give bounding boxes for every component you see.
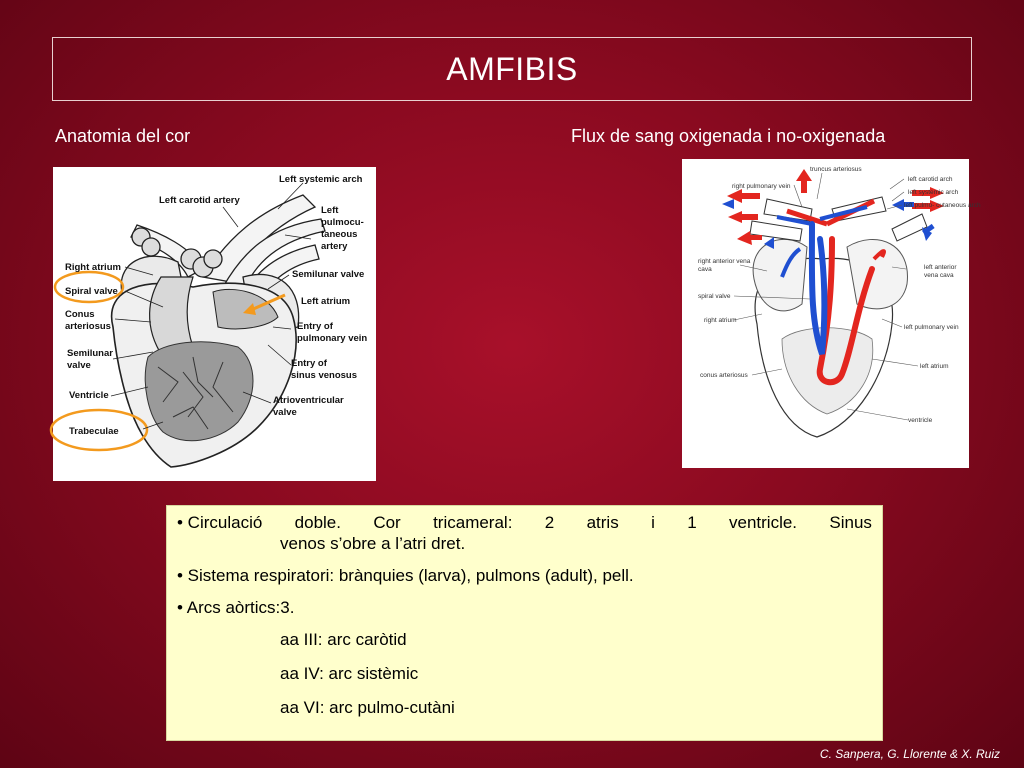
lbl-left-systemic-arch: Left systemic arch xyxy=(279,174,363,185)
rlbl-left-anterior-1: left anterior xyxy=(924,264,957,271)
rlbl-right-pulmonary-vein: right pulmonary vein xyxy=(732,183,791,190)
lbl-pulmocutaneous-1: Left xyxy=(321,205,339,216)
arch-iii: aa III: arc caròtid xyxy=(280,630,407,649)
circ-w10: Sinus xyxy=(829,513,872,532)
lbl-atrioventricular-1: Atrioventricular xyxy=(273,395,344,406)
slide-title: AMFIBIS xyxy=(446,50,578,87)
bullet-aortic-arches: • Arcs aòrtics:3. xyxy=(177,598,295,617)
bullet-respiratory: • Sistema respiratori: brànquies (larva), pulmons (adult), pell. xyxy=(177,566,634,585)
title-box xyxy=(52,37,972,101)
rlbl-left-anterior-2: vena cava xyxy=(924,272,954,279)
lbl-conus-1: Conus xyxy=(65,309,95,320)
lbl-right-atrium: Right atrium xyxy=(65,262,121,273)
bullet-circulation-line2: venos s’obre a l’atri dret. xyxy=(280,534,466,553)
lbl-atrioventricular-2: valve xyxy=(273,407,297,418)
lbl-trabeculae: Trabeculae xyxy=(69,426,119,437)
lbl-pulmocutaneous-4: artery xyxy=(321,241,348,252)
lbl-semilunar-l-1: Semilunar xyxy=(67,348,113,359)
circ-w7: i xyxy=(651,513,655,532)
circ-w8: 1 xyxy=(687,513,697,532)
rlbl-spiral-valve: spiral valve xyxy=(698,293,731,300)
notes-box xyxy=(166,505,883,741)
lbl-entry-pv-2: pulmonary vein xyxy=(297,333,368,344)
lbl-semilunar-valve-r: Semilunar valve xyxy=(292,269,365,280)
lbl-entry-pv-1: Entry of xyxy=(297,321,333,332)
lbl-ventricle: Ventricle xyxy=(69,390,109,401)
rlbl-ventricle: ventricle xyxy=(908,417,933,424)
subtitle-anatomy: Anatomia del cor xyxy=(55,126,191,146)
circ-w2: doble. xyxy=(294,513,341,532)
lbl-entry-sv-2: sinus venosus xyxy=(291,370,357,381)
lbl-entry-sv-1: Entry of xyxy=(291,358,327,369)
lbl-pulmocutaneous-2: pulmocu- xyxy=(321,217,364,228)
circ-w6: atris xyxy=(586,513,619,532)
lbl-spiral-valve: Spiral valve xyxy=(65,286,118,297)
rlbl-truncus: truncus arteriosus xyxy=(810,166,862,173)
blood-flow-diagram xyxy=(682,159,981,468)
rlbl-right-anterior-vena-1: right anterior vena xyxy=(698,258,751,265)
rlbl-conus-arteriosus: conus arteriosus xyxy=(700,372,748,379)
circ-w3: Cor xyxy=(373,513,401,532)
circ-w4: tricameral: xyxy=(433,513,513,532)
lbl-left-carotid-artery: Left carotid artery xyxy=(159,195,240,206)
rlbl-left-pulmonary-vein: left pulmonary vein xyxy=(904,324,959,331)
circ-w1: • Circulació xyxy=(177,513,263,532)
rlbl-right-anterior-vena-2: cava xyxy=(698,266,712,273)
lbl-semilunar-l-2: valve xyxy=(67,360,91,371)
rlbl-right-atrium: right atrium xyxy=(704,317,737,324)
lbl-conus-2: arteriosus xyxy=(65,321,111,332)
bullet-circulation xyxy=(177,512,872,554)
circ-w9: ventricle. xyxy=(729,513,798,532)
heart-anatomy-diagram xyxy=(53,167,376,481)
rlbl-left-systemic-arch: left systemic arch xyxy=(908,189,959,196)
rlbl-left-carotid-arch: left carotid arch xyxy=(908,176,953,183)
circ-w5: 2 xyxy=(544,513,555,532)
arch-iv: aa IV: arc sistèmic xyxy=(280,664,419,683)
lbl-pulmocutaneous-3: taneous xyxy=(321,229,358,240)
rlbl-left-atrium: left atrium xyxy=(920,363,949,370)
footer-credits: C. Sanpera, G. Llorente & X. Ruiz xyxy=(819,747,1000,761)
bullet-circulation-line1 xyxy=(177,512,872,533)
rlbl-left-pulmo-cutaneous-arch: left pulmo- cutaneous arch xyxy=(904,202,981,209)
arch-vi: aa VI: arc pulmo-cutàni xyxy=(280,698,455,717)
subtitle-blood-flow: Flux de sang oxigenada i no-oxigenada xyxy=(571,126,886,146)
lbl-left-atrium: Left atrium xyxy=(301,296,351,307)
